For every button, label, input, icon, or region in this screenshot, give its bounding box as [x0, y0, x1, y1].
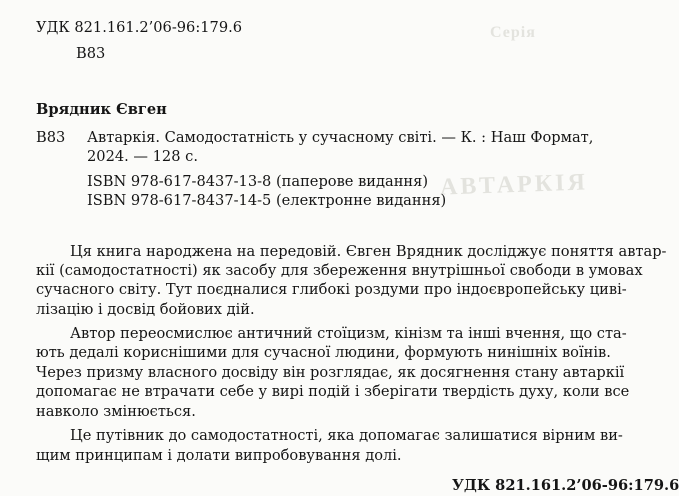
annotation-line: Це путівник до самодостатності, яка допомагає залишатися вірним ви-	[70, 427, 623, 444]
bleed-through-title-text: АВТАРКІЯ	[439, 169, 589, 201]
author-mark-top: В83	[76, 45, 106, 62]
bleed-through-series-text: Серія	[490, 24, 536, 41]
annotation-line: лізацію і досвід бойових дій.	[36, 301, 255, 318]
annotation-line: Автор переосмислює античний стоїцизм, кінізм та інші вчення, що ста-	[70, 325, 627, 342]
bibliographic-title-line-2: 2024. — 128 с.	[87, 148, 198, 165]
annotation-line: ють дедалі кориснішими для сучасної людини, формують нинішніх воїнів.	[36, 344, 611, 361]
isbn-print: ISBN 978-617-8437-13-8 (паперове видання)	[87, 173, 429, 190]
author-name: Врядник Євген	[36, 101, 167, 118]
udk-classification-cut-off: УДК 821.161.2’06-96:179.6	[452, 477, 679, 494]
isbn-electronic: ISBN 978-617-8437-14-5 (електронне видання)	[87, 192, 447, 209]
annotation-line: допомагає не втрачати себе у вирі подій і зберігати твердість духу, коли все	[36, 383, 630, 400]
udk-classification: УДК 821.161.2’06-96:179.6	[36, 19, 243, 36]
annotation-line: Ця книга народжена на передовій. Євген Врядник досліджує поняття автар-	[70, 243, 667, 260]
bibliographic-title-line-1: Автаркія. Самодостатність у сучасному світі. — К. : Наш Формат,	[87, 129, 594, 146]
annotation-line: кії (самодостатності) як засобу для збереження внутрішньої свободи в умовах	[36, 262, 643, 279]
annotation-line: щим принципам і долати випробовування долі.	[36, 447, 402, 464]
author-mark: В83	[36, 129, 66, 146]
annotation-line: Через призму власного досвіду він розглядає, як досягнення стану автаркії	[36, 364, 625, 381]
annotation-line: навколо змінюється.	[36, 403, 196, 420]
annotation-line: сучасного світу. Тут поєдналися глибокі роздуми про індоєвропейську циві-	[36, 281, 627, 298]
